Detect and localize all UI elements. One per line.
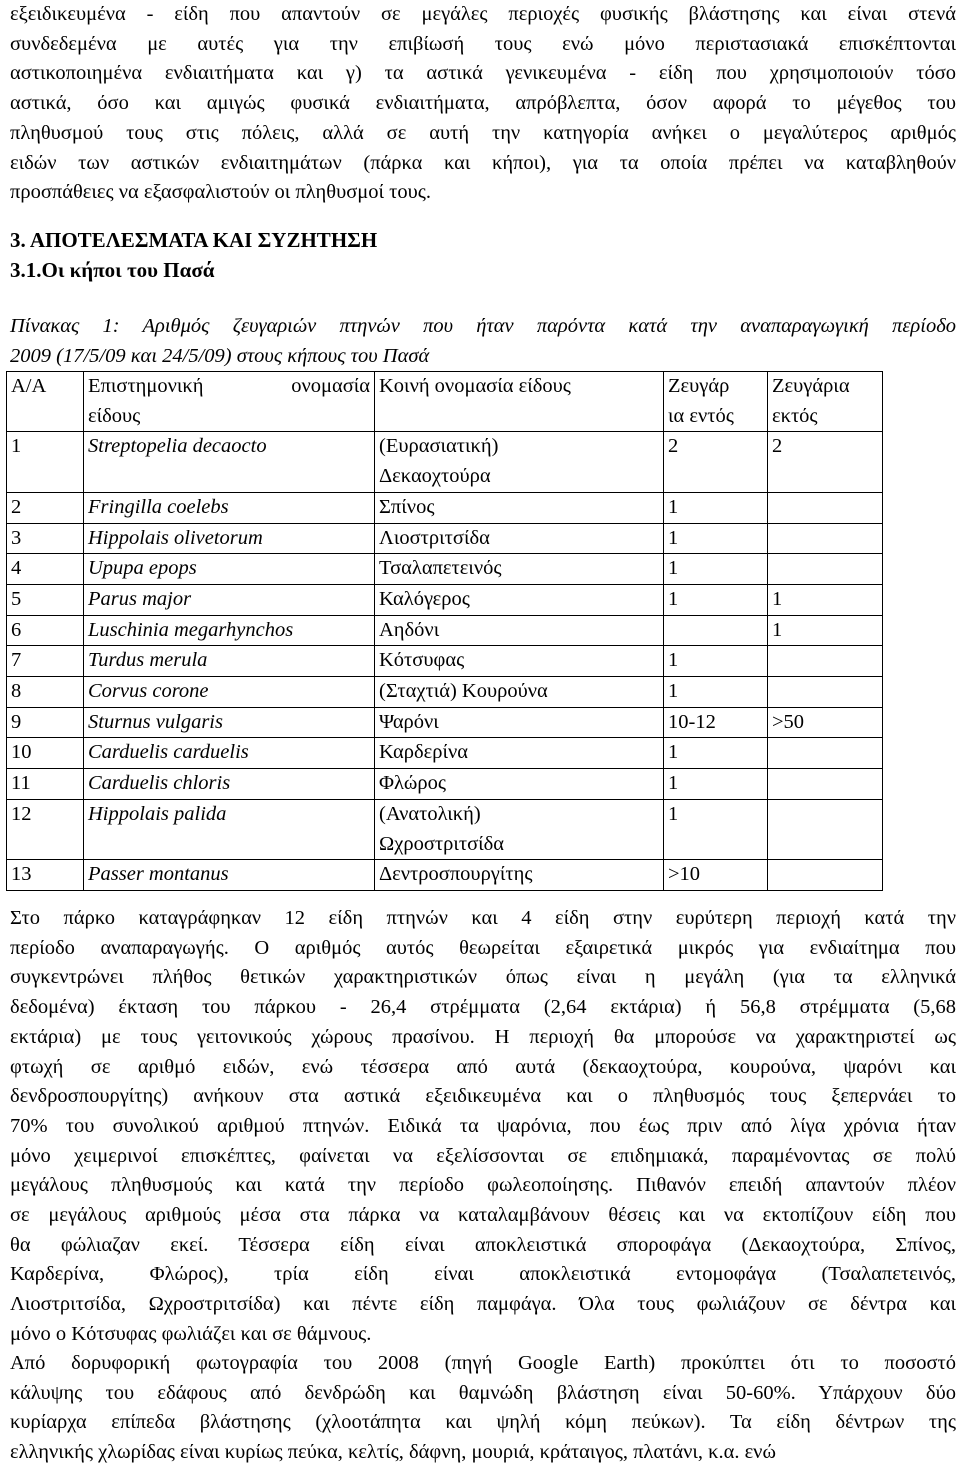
cell-pairs-outside: 1 (768, 615, 883, 646)
table-caption (10, 312, 956, 371)
cell-index: 1 (7, 432, 84, 492)
cell-pairs-outside (768, 738, 883, 769)
table-row (7, 554, 883, 585)
paragraph-line: συνδεδεμένα με αυτές για την επιβίωσή τους ενώ μόνο περιστασιακά επισκέπτονται (10, 32, 956, 55)
cell-index: 4 (7, 554, 84, 585)
paragraph-line: σε μεγάλους αριθμούς μέσα στα πάρκα να καταλαμβάνουν θέσεις και να εκτοπίζουν είδη που (10, 1204, 956, 1227)
header-scientific-line1a: Επιστημονική (88, 375, 204, 397)
common-name-line: (Σταχτιά) Κουρούνα (379, 680, 548, 703)
common-name-line: Δεκαοχτούρα (379, 465, 491, 488)
table-row (7, 799, 883, 859)
header-outside-line2: εκτός (772, 404, 818, 427)
satellite-paragraph (10, 1349, 956, 1468)
cell-pairs-inside (664, 615, 768, 646)
cell-pairs-inside: 1 (664, 769, 768, 800)
paragraph-line: μόνο χειμερινοί επισκέπτες, φαίνεται να εξελίσσονται σε επιδημιακά, παραμένοντας σε πολύ (10, 1144, 956, 1167)
common-name-line: Σπίνος (379, 495, 435, 518)
cell-common-name (375, 646, 664, 677)
paragraph-line: αστικοποιημένα ενδιαιτήματα και γ) τα αστικά γενικευμένα - είδη που χρησιμοποιούν τόσο (10, 62, 956, 85)
paragraph-line: Καρδερίνα, Φλώρος), τρία είδη είναι αποκλειστικά εντομοφάγα (Τσαλαπετεινός, (10, 1263, 956, 1286)
header-outside-line1: Ζευγάρια (772, 375, 850, 397)
common-name-line: Αηδόνι (379, 618, 440, 641)
table-row (7, 707, 883, 738)
cell-pairs-outside (768, 523, 883, 554)
common-name-line: Φλώρος (379, 772, 447, 795)
cell-common-name (375, 677, 664, 708)
intro-paragraph (10, 0, 956, 208)
cell-pairs-outside: 2 (768, 432, 883, 492)
cell-scientific-name: Hippolais palida (84, 799, 375, 859)
cell-scientific-name: Hippolais olivetorum (84, 523, 375, 554)
paragraph-line: εκτάρια) με τους γειτονικούς χώρους πρασίνου. Η περιοχή θα μπορούσε να χαρακτηριστεί ως (10, 1025, 956, 1048)
cell-common-name (375, 769, 664, 800)
cell-pairs-inside: 1 (664, 799, 768, 859)
header-pairs-inside (664, 372, 768, 432)
paragraph-line: ειδών των αστικών ενδιαιτημάτων (πάρκα και κήποι), για τα οποία πρέπει να καταβληθούν (10, 151, 956, 174)
cell-index: 12 (7, 799, 84, 859)
paragraph-line: Λιοστριτσίδα, Ωχροστριτσίδα) και πέντε είδη παμφάγα. Όλα τους φωλιάζουν σε δέντρα και (10, 1293, 956, 1316)
cell-scientific-name: Parus major (84, 584, 375, 615)
paragraph-line: αστικά, όσο και αμιγώς φυσικά ενδιαιτήματα, απρόβλεπτα, όσον αφορά το μέγεθος του (10, 92, 956, 115)
table-header-row (7, 372, 883, 432)
common-name-line: Λιοστριτσίδα (379, 526, 490, 549)
cell-scientific-name: Upupa epops (84, 554, 375, 585)
header-inside-line1: Ζευγάρ (668, 375, 730, 397)
cell-pairs-inside: 1 (664, 646, 768, 677)
paragraph-line: μεγάλους πληθυσμούς και κατά την περίοδο φωλεοποίησης. Πιθανόν επειδή απαντούν πλέον (10, 1174, 956, 1197)
common-name-line: Δεντροσπουργίτης (379, 863, 533, 886)
common-name-line: Καρδερίνα (379, 741, 469, 764)
cell-pairs-outside (768, 799, 883, 859)
table-row (7, 615, 883, 646)
table-row (7, 584, 883, 615)
cell-pairs-outside (768, 646, 883, 677)
header-scientific-line2: είδους (88, 404, 141, 427)
header-index: Α/Α (7, 372, 84, 432)
paragraph-line: κυρίαρχα επίπεδα βλάστησης (χλοοτάπητα και ψηλή κόμη πεύκων). Τα είδη δέντρων της (10, 1411, 956, 1434)
cell-scientific-name: Sturnus vulgaris (84, 707, 375, 738)
paragraph-line: Στο πάρκο καταγράφηκαν 12 είδη πτηνών και 4 είδη στην ευρύτερη περιοχή κατά την (10, 907, 956, 929)
paragraph-line: συγκεντρώνει πλήθος θετικών χαρακτηριστικών όπως είναι η μεγάλη (για τα ελληνικά (10, 966, 956, 989)
cell-pairs-inside: 1 (664, 492, 768, 523)
cell-pairs-outside (768, 492, 883, 523)
header-common-name: Κοινή ονομασία είδους (375, 372, 664, 432)
table-row (7, 738, 883, 769)
cell-pairs-outside (768, 860, 883, 891)
cell-pairs-outside: 1 (768, 584, 883, 615)
header-scientific-line1b: ονομασία (291, 375, 370, 397)
bird-pairs-table (6, 371, 883, 891)
cell-pairs-inside: 2 (664, 432, 768, 492)
paragraph-line: περίοδο αναπαραγωγής. Ο αριθμός αυτός θεωρείται εξαιρετικά μικρός για ενδιαίτημα που (10, 936, 956, 959)
common-name-line: (Ανατολική) (379, 802, 481, 825)
table-row (7, 432, 883, 492)
cell-scientific-name: Luschinia megarhynchos (84, 615, 375, 646)
table-row (7, 523, 883, 554)
cell-common-name (375, 492, 664, 523)
paragraph-line: εξειδικευμένα - είδη που απαντούν σε μεγάλες περιοχές φυσικής βλάστησης και είναι στενά (10, 3, 956, 25)
cell-pairs-inside: 1 (664, 523, 768, 554)
table-row (7, 677, 883, 708)
cell-index: 7 (7, 646, 84, 677)
paragraph-line: 70% του συνολικού αριθμού πτηνών. Ειδικά τα ψαρόνια, που έως πριν από λίγα χρόνια ήταν (10, 1114, 956, 1137)
paragraph-line: δενδροσπουργίτης) ανήκουν στα αστικά εξειδικευμένα και ο πληθυσμός τους ξεπερνάει το (10, 1085, 956, 1108)
paragraph-line: μόνο ο Κότσυφας φωλιάζει και σε θάμνους. (10, 1322, 372, 1345)
common-name-line: (Ευρασιατική) (379, 435, 499, 458)
caption-line: 2009 (17/5/09 και 24/5/09) στους κήπους του Πασά (10, 344, 430, 367)
paragraph-line: προσπάθειες να εξασφαλιστούν οι πληθυσμοί τους. (10, 181, 432, 204)
paragraph-line: πληθυσμού τους στις πόλεις, αλλά σε αυτή την κατηγορία ανήκει ο μεγαλύτερος αριθμός (10, 121, 956, 144)
cell-common-name (375, 432, 664, 492)
cell-pairs-outside (768, 769, 883, 800)
subsection-heading: 3.1.Οι κήποι του Πασά (10, 258, 215, 282)
cell-index: 13 (7, 860, 84, 891)
paragraph-line: κάλυψης του εδάφους από δενδρώδη και θαμνώδη βλάστηση είναι 50-60%. Υπάρχουν δύο (10, 1381, 956, 1404)
cell-common-name (375, 860, 664, 891)
cell-common-name (375, 615, 664, 646)
cell-scientific-name: Turdus merula (84, 646, 375, 677)
table-row (7, 646, 883, 677)
cell-common-name (375, 707, 664, 738)
cell-scientific-name: Streptopelia decaocto (84, 432, 375, 492)
cell-pairs-inside: >10 (664, 860, 768, 891)
cell-common-name (375, 799, 664, 859)
header-scientific-name (84, 372, 375, 432)
cell-index: 6 (7, 615, 84, 646)
cell-index: 10 (7, 738, 84, 769)
section-heading: 3. ΑΠΟΤΕΛΕΣΜΑΤΑ ΚΑΙ ΣΥΖΗΤΗΣΗ (10, 228, 378, 252)
paragraph-line: ελληνικής χλωρίδας είναι κυρίως πεύκα, κελτίς, δάφνη, μουριά, κράταιγος, πλατάνι, κ.α. ενώ (10, 1441, 776, 1464)
caption-line: Πίνακας 1: Αριθμός ζευγαριών πτηνών που ήταν παρόντα κατά την αναπαραγωγική περίοδο (10, 315, 956, 337)
paragraph-line: φτωχή σε αριθμό ειδών, ενώ τέσσερα από αυτά (δεκαοχτούρα, κουρούνα, ψαρόνι και (10, 1055, 956, 1078)
table-row (7, 492, 883, 523)
cell-index: 3 (7, 523, 84, 554)
paragraph-line: θα φώλιαζαν εκεί. Τέσσερα είδη είναι αποκλειστικά σποροφάγα (Δεκαοχτούρα, Σπίνος, (10, 1233, 956, 1256)
paragraph-line: δεδομένα) έκταση του πάρκου - 26,4 στρέμματα (2,64 εκτάρια) ή 56,8 στρέμματα (5,68 (10, 996, 956, 1019)
common-name-line: Ωχροστριτσίδα (379, 832, 505, 855)
results-paragraph (10, 904, 956, 1350)
cell-scientific-name: Passer montanus (84, 860, 375, 891)
header-inside-line2: ια εντός (668, 404, 734, 427)
cell-pairs-outside (768, 554, 883, 585)
table-row (7, 769, 883, 800)
cell-scientific-name: Carduelis chloris (84, 769, 375, 800)
cell-common-name (375, 584, 664, 615)
common-name-line: Τσαλαπετεινός (379, 557, 502, 580)
common-name-line: Ψαρόνι (379, 710, 439, 733)
cell-scientific-name: Fringilla coelebs (84, 492, 375, 523)
common-name-line: Καλόγερος (379, 587, 470, 610)
header-pairs-outside (768, 372, 883, 432)
cell-index: 5 (7, 584, 84, 615)
cell-scientific-name: Carduelis carduelis (84, 738, 375, 769)
cell-common-name (375, 738, 664, 769)
cell-pairs-inside: 1 (664, 738, 768, 769)
paragraph-line: Από δορυφορική φωτογραφία του 2008 (πηγή Google Earth) προκύπτει ότι το ποσοστό (10, 1352, 956, 1374)
cell-scientific-name: Corvus corone (84, 677, 375, 708)
cell-pairs-outside (768, 677, 883, 708)
cell-pairs-inside: 1 (664, 677, 768, 708)
cell-index: 11 (7, 769, 84, 800)
cell-index: 2 (7, 492, 84, 523)
cell-index: 8 (7, 677, 84, 708)
cell-pairs-inside: 10-12 (664, 707, 768, 738)
cell-pairs-inside: 1 (664, 584, 768, 615)
cell-pairs-outside: >50 (768, 707, 883, 738)
cell-index: 9 (7, 707, 84, 738)
cell-common-name (375, 554, 664, 585)
common-name-line: Κότσυφας (379, 649, 465, 672)
cell-common-name (375, 523, 664, 554)
table-row (7, 860, 883, 891)
cell-pairs-inside: 1 (664, 554, 768, 585)
